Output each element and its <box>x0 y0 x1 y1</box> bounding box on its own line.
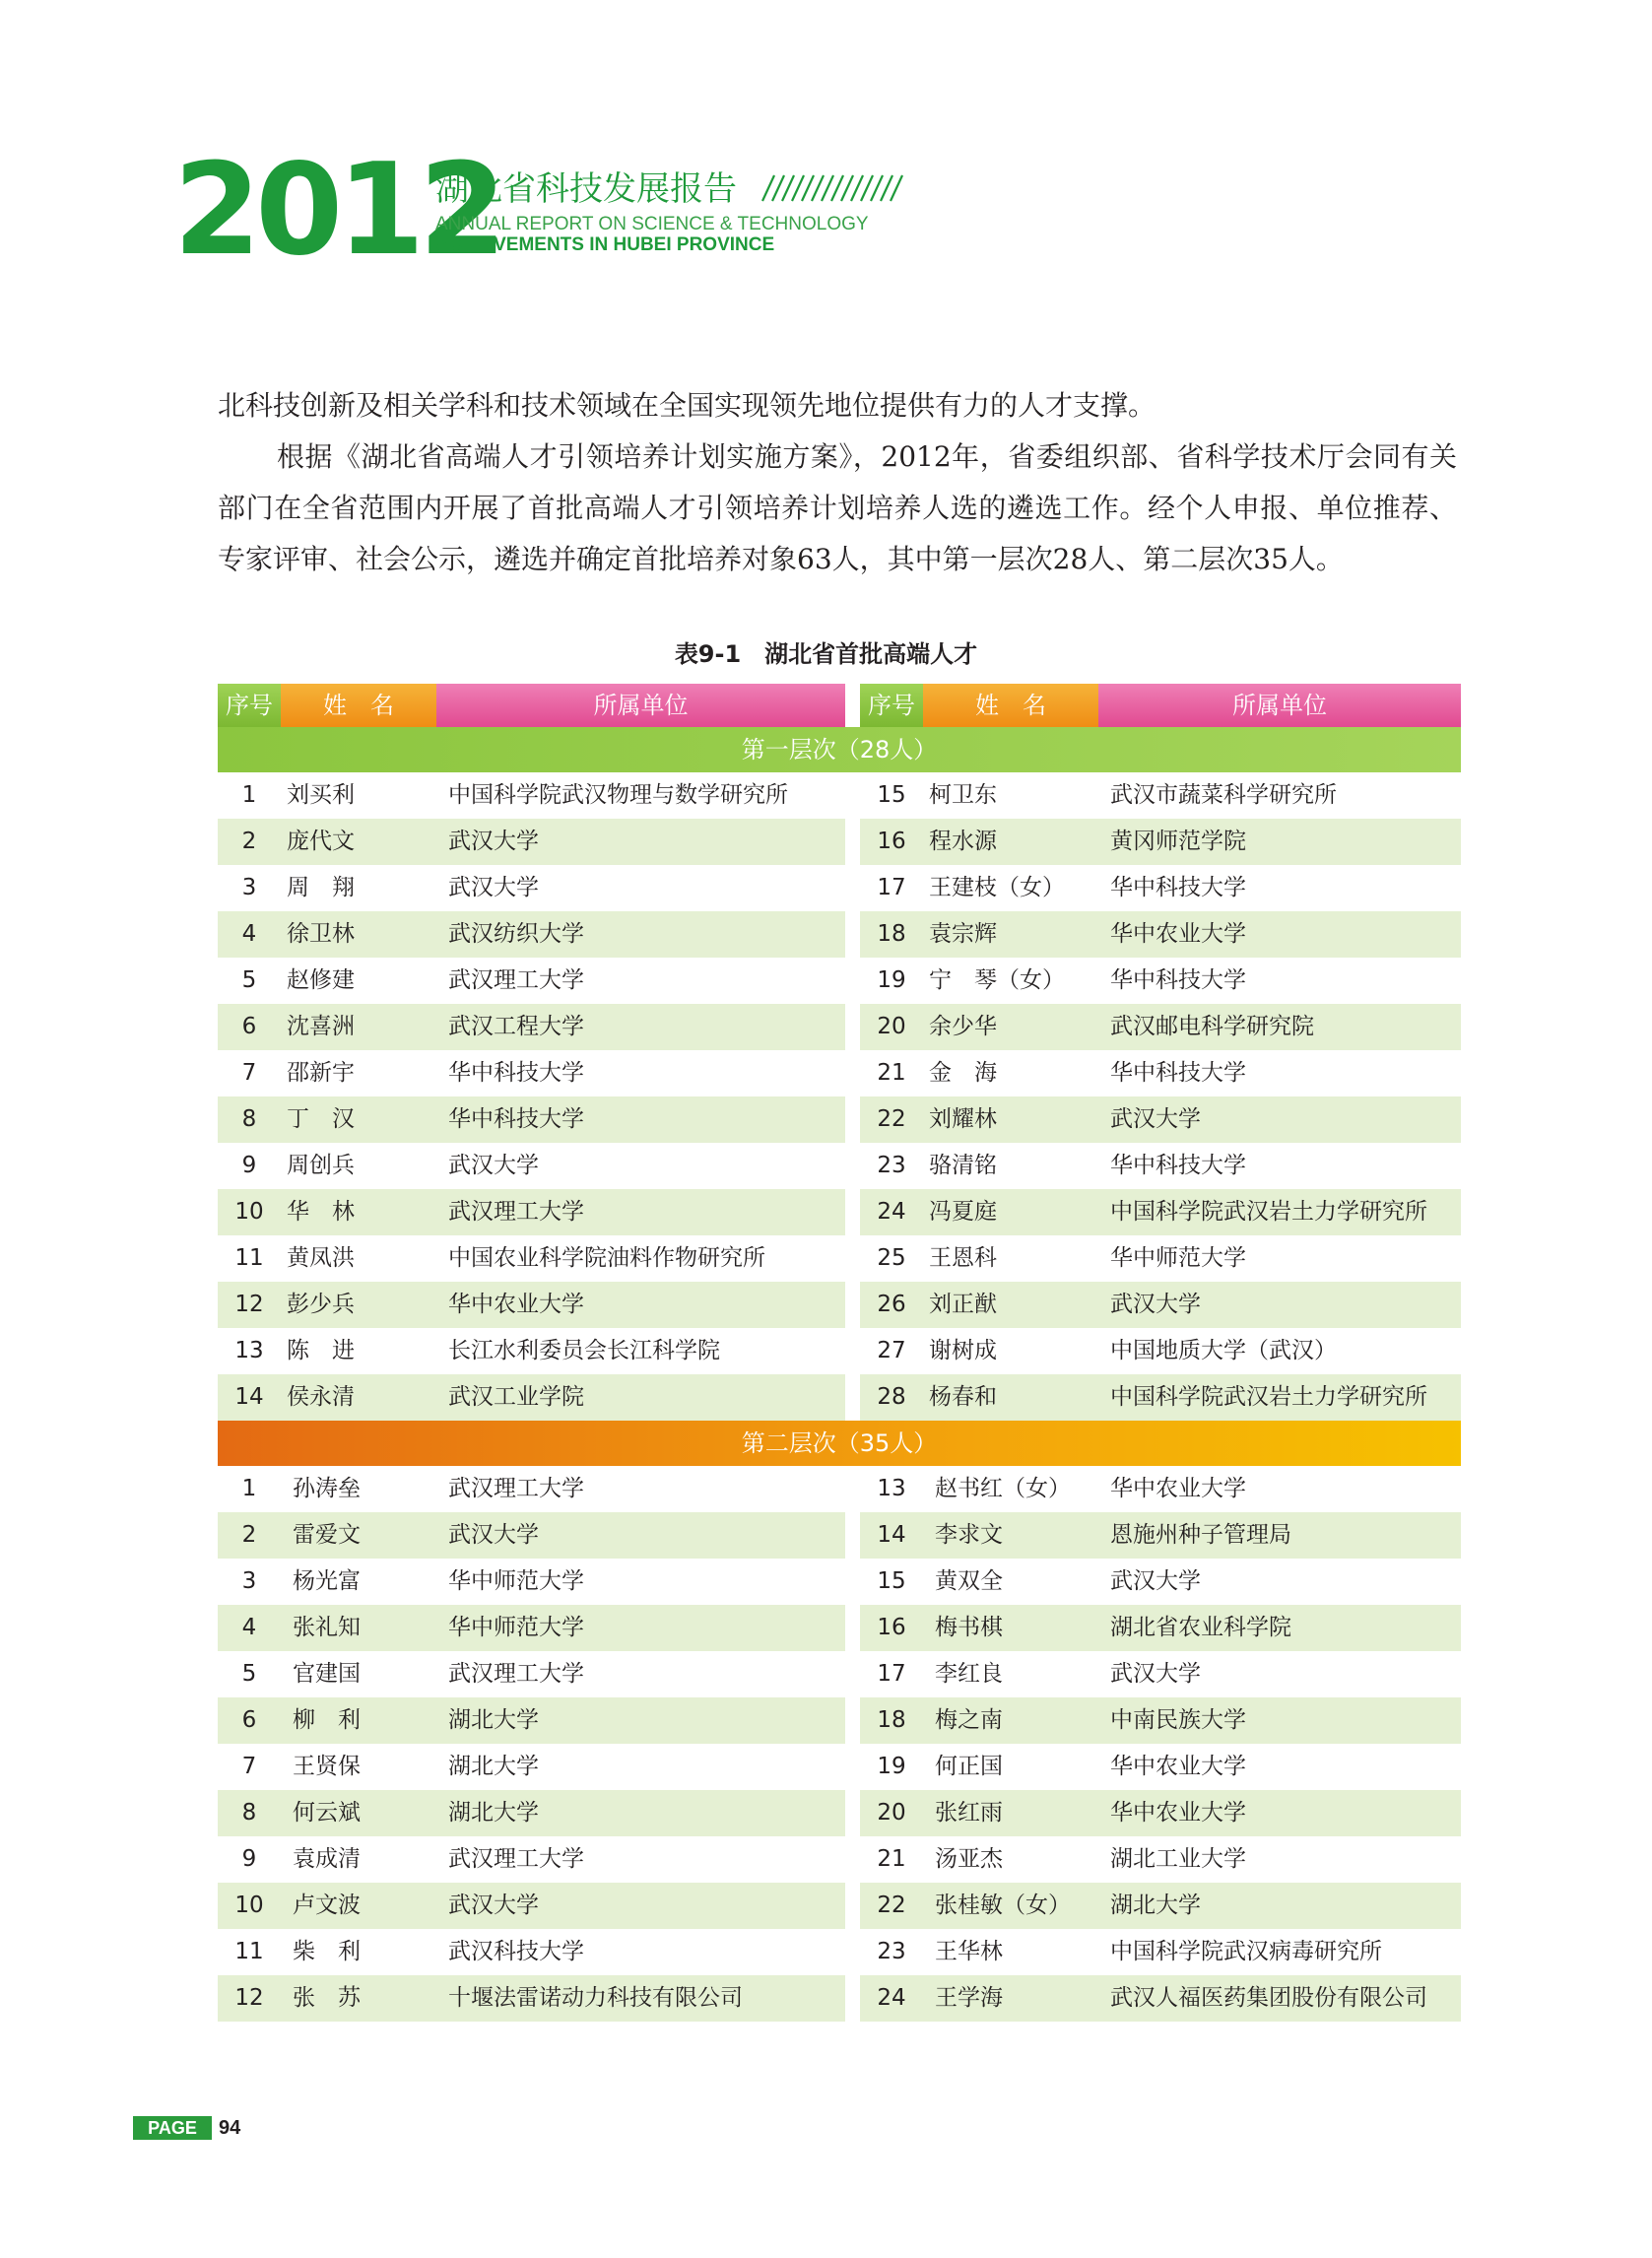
section-title: 第一层次（28人） <box>218 727 1461 772</box>
cell-name: 梅书棋 <box>935 1615 1003 1640</box>
cell-num: 14 <box>877 1522 906 1548</box>
page-label: PAGE <box>133 2116 212 2140</box>
cell-unit: 恩施州种子管理局 <box>1110 1522 1291 1548</box>
cell-unit: 华中科技大学 <box>448 1060 584 1086</box>
cell-num: 4 <box>241 921 257 947</box>
cell-name: 张 苏 <box>293 1985 361 2011</box>
cell-unit: 武汉科技大学 <box>448 1939 584 1964</box>
body-paragraph-1: 北科技创新及相关学科和技术领域在全国实现领先地位提供有力的人才支撑。 <box>218 389 1156 422</box>
table-row <box>218 1282 1461 1328</box>
cell-num: 27 <box>877 1338 906 1363</box>
table-row <box>218 958 1461 1004</box>
cell-name: 何云斌 <box>293 1800 361 1826</box>
cell-unit: 湖北大学 <box>1110 1893 1201 1918</box>
cell-unit: 华中师范大学 <box>448 1615 584 1640</box>
table-row <box>218 772 1461 819</box>
cell-name: 王贤保 <box>293 1754 361 1779</box>
table-row <box>218 1975 1461 2022</box>
cell-num: 15 <box>877 1568 906 1594</box>
cell-unit: 武汉市蔬菜科学研究所 <box>1110 782 1337 808</box>
cell-unit: 中国科学院武汉病毒研究所 <box>1110 1939 1382 1964</box>
cell-unit: 武汉理工大学 <box>448 1199 584 1225</box>
cell-name: 柴 利 <box>293 1939 361 1964</box>
section-title: 第二层次（35人） <box>218 1421 1461 1466</box>
cell-name: 陈 进 <box>287 1338 355 1363</box>
cell-num: 16 <box>877 1615 906 1640</box>
cell-num: 14 <box>234 1384 264 1410</box>
table-header-row <box>218 684 1461 727</box>
cell-name: 王华林 <box>935 1939 1003 1964</box>
cell-name: 杨春和 <box>929 1384 997 1410</box>
cell-num: 18 <box>877 921 906 947</box>
cell-unit: 湖北省农业科学院 <box>1110 1615 1291 1640</box>
cell-name: 刘正猷 <box>929 1292 997 1317</box>
report-title-cn: 湖北省科技发展报告 <box>435 169 737 209</box>
cell-name: 赵修建 <box>287 967 355 993</box>
cell-unit: 湖北工业大学 <box>1110 1846 1246 1872</box>
cell-name: 徐卫林 <box>287 921 355 947</box>
cell-name: 彭少兵 <box>287 1292 355 1317</box>
table-row <box>218 1466 1461 1512</box>
cell-unit: 湖北大学 <box>448 1754 539 1779</box>
cell-name: 刘买利 <box>287 782 355 808</box>
cell-unit: 湖北大学 <box>448 1800 539 1826</box>
cell-unit: 武汉大学 <box>1110 1106 1201 1132</box>
cell-unit: 中国科学院武汉岩土力学研究所 <box>1110 1384 1427 1410</box>
cell-name: 王建枝（女） <box>929 875 1065 900</box>
cell-num: 5 <box>241 1661 257 1687</box>
table-header-unit: 所属单位 <box>436 684 845 727</box>
cell-num: 23 <box>877 1939 906 1964</box>
table-header-name: 姓 名 <box>923 684 1098 727</box>
cell-name: 李求文 <box>935 1522 1003 1548</box>
cell-num: 9 <box>241 1153 257 1178</box>
cell-num: 25 <box>877 1245 906 1271</box>
page-number: 94 <box>219 2117 241 2139</box>
cell-name: 王学海 <box>935 1985 1003 2011</box>
cell-name: 赵书红（女） <box>935 1476 1071 1501</box>
cell-unit: 华中科技大学 <box>1110 967 1246 993</box>
cell-unit: 武汉大学 <box>448 1522 539 1548</box>
cell-unit: 中国科学院武汉岩土力学研究所 <box>1110 1199 1427 1225</box>
cell-unit: 华中师范大学 <box>1110 1245 1246 1271</box>
cell-num: 6 <box>241 1707 257 1733</box>
cell-num: 13 <box>234 1338 264 1363</box>
table-header-unit: 所属单位 <box>1098 684 1461 727</box>
cell-name: 柳 利 <box>293 1707 361 1733</box>
cell-name: 余少华 <box>929 1014 997 1039</box>
table-row <box>218 1235 1461 1282</box>
table-row <box>218 1790 1461 1836</box>
cell-unit: 华中农业大学 <box>1110 1800 1246 1826</box>
table-row <box>218 1651 1461 1697</box>
cell-name: 孙涛垒 <box>293 1476 361 1501</box>
cell-unit: 华中农业大学 <box>1110 1476 1246 1501</box>
cell-num: 20 <box>877 1800 906 1826</box>
cell-name: 何正国 <box>935 1754 1003 1779</box>
talent-table <box>218 684 1461 2022</box>
cell-name: 侯永清 <box>287 1384 355 1410</box>
report-year: 2012 <box>173 137 501 284</box>
cell-name: 张桂敏（女） <box>935 1893 1071 1918</box>
cell-name: 周 翔 <box>287 875 355 900</box>
cell-unit: 武汉理工大学 <box>448 1476 584 1501</box>
cell-name: 王恩科 <box>929 1245 997 1271</box>
cell-num: 22 <box>877 1106 906 1132</box>
cell-num: 2 <box>241 1522 257 1548</box>
cell-name: 庞代文 <box>287 829 355 854</box>
cell-num: 21 <box>877 1846 906 1872</box>
cell-unit: 华中师范大学 <box>448 1568 584 1594</box>
table-row <box>218 1836 1461 1883</box>
table-header-num: 序号 <box>218 684 281 727</box>
table-row <box>218 1744 1461 1790</box>
cell-unit: 华中农业大学 <box>448 1292 584 1317</box>
cell-unit: 中国科学院武汉物理与数学研究所 <box>448 782 788 808</box>
cell-unit: 华中农业大学 <box>1110 1754 1246 1779</box>
cell-num: 11 <box>234 1939 264 1964</box>
cell-unit: 武汉工程大学 <box>448 1014 584 1039</box>
cell-unit: 湖北大学 <box>448 1707 539 1733</box>
cell-name: 杨光富 <box>293 1568 361 1594</box>
cell-name: 卢文波 <box>293 1893 361 1918</box>
cell-name: 梅之南 <box>935 1707 1003 1733</box>
cell-unit: 武汉人福医药集团股份有限公司 <box>1110 1985 1427 2011</box>
cell-name: 丁 汉 <box>287 1106 355 1132</box>
cell-name: 邵新宇 <box>287 1060 355 1086</box>
cell-name: 黄双全 <box>935 1568 1003 1594</box>
table-row <box>218 911 1461 958</box>
table-row <box>218 1883 1461 1929</box>
cell-unit: 武汉大学 <box>448 1153 539 1178</box>
table-row <box>218 1697 1461 1744</box>
cell-unit: 武汉理工大学 <box>448 967 584 993</box>
cell-unit: 黄冈师范学院 <box>1110 829 1246 854</box>
table-row <box>218 1512 1461 1559</box>
cell-unit: 武汉理工大学 <box>448 1846 584 1872</box>
cell-unit: 长江水利委员会长江科学院 <box>448 1338 720 1363</box>
cell-num: 10 <box>234 1199 264 1225</box>
table-row <box>218 819 1461 865</box>
table-row <box>218 1050 1461 1096</box>
cell-unit: 武汉纺织大学 <box>448 921 584 947</box>
table-row <box>218 1328 1461 1374</box>
cell-unit: 中国农业科学院油料作物研究所 <box>448 1245 765 1271</box>
cell-num: 26 <box>877 1292 906 1317</box>
cell-num: 11 <box>234 1245 264 1271</box>
table-row <box>218 865 1461 911</box>
table-row <box>218 1143 1461 1189</box>
cell-num: 7 <box>241 1754 257 1779</box>
cell-name: 冯夏庭 <box>929 1199 997 1225</box>
table-row <box>218 1605 1461 1651</box>
cell-name: 张红雨 <box>935 1800 1003 1826</box>
cell-num: 4 <box>241 1615 257 1640</box>
table-row <box>218 1559 1461 1605</box>
cell-num: 12 <box>234 1292 264 1317</box>
cell-unit: 华中农业大学 <box>1110 921 1246 947</box>
cell-name: 周创兵 <box>287 1153 355 1178</box>
cell-unit: 武汉大学 <box>448 829 539 854</box>
cell-num: 18 <box>877 1707 906 1733</box>
cell-num: 12 <box>234 1985 264 2011</box>
cell-num: 17 <box>877 1661 906 1687</box>
report-title-en-line2: ACHIEVEMENTS IN HUBEI PROVINCE <box>435 234 775 255</box>
cell-num: 5 <box>241 967 257 993</box>
cell-name: 张礼知 <box>293 1615 361 1640</box>
cell-num: 24 <box>877 1985 906 2011</box>
cell-num: 1 <box>241 1476 257 1501</box>
cell-unit: 武汉大学 <box>448 1893 539 1918</box>
cell-num: 23 <box>877 1153 906 1178</box>
cell-name: 柯卫东 <box>929 782 997 808</box>
cell-name: 宁 琴（女） <box>929 967 1065 993</box>
table-row <box>218 1374 1461 1421</box>
cell-num: 28 <box>877 1384 906 1410</box>
cell-unit: 武汉大学 <box>1110 1568 1201 1594</box>
cell-num: 20 <box>877 1014 906 1039</box>
cell-num: 7 <box>241 1060 257 1086</box>
cell-num: 8 <box>241 1800 257 1826</box>
cell-name: 黄凤洪 <box>287 1245 355 1271</box>
cell-name: 刘耀林 <box>929 1106 997 1132</box>
table-caption: 表9-1 湖北省首批高端人才 <box>674 640 978 668</box>
cell-unit: 华中科技大学 <box>448 1106 584 1132</box>
cell-name: 袁宗辉 <box>929 921 997 947</box>
cell-unit: 华中科技大学 <box>1110 875 1246 900</box>
cell-num: 10 <box>234 1893 264 1918</box>
cell-num: 22 <box>877 1893 906 1918</box>
cell-num: 13 <box>877 1476 906 1501</box>
table-row <box>218 1189 1461 1235</box>
table-row <box>218 1096 1461 1143</box>
cell-name: 骆清铭 <box>929 1153 997 1178</box>
cell-num: 21 <box>877 1060 906 1086</box>
cell-unit: 中国地质大学（武汉） <box>1110 1338 1337 1363</box>
cell-name: 汤亚杰 <box>935 1846 1003 1872</box>
cell-num: 17 <box>877 875 906 900</box>
cell-num: 15 <box>877 782 906 808</box>
cell-unit: 武汉邮电科学研究院 <box>1110 1014 1314 1039</box>
cell-num: 8 <box>241 1106 257 1132</box>
cell-num: 3 <box>241 1568 257 1594</box>
cell-num: 2 <box>241 829 257 854</box>
table-row <box>218 1929 1461 1975</box>
table-header-num: 序号 <box>860 684 923 727</box>
cell-num: 19 <box>877 1754 906 1779</box>
body-paragraph-2: 根据《湖北省高端人才引领培养计划实施方案》，2012年，省委组织部、省科学技术厅会同有关部门在全省范围内开展了首批高端人才引领培养计划培养人选的遴选工作。经个人申报、单位推荐、专家评审、社会公示，遴选并确定首批培养对象63人，其中第一层次28人、第二层次35人。 <box>218 440 1457 575</box>
table-header-name: 姓 名 <box>281 684 436 727</box>
cell-name: 程水源 <box>929 829 997 854</box>
cell-num: 1 <box>241 782 257 808</box>
cell-num: 9 <box>241 1846 257 1872</box>
cell-unit: 武汉大学 <box>1110 1292 1201 1317</box>
decorative-slashes-icon <box>757 173 914 203</box>
cell-name: 沈喜洲 <box>287 1014 355 1039</box>
cell-name: 雷爱文 <box>293 1522 361 1548</box>
cell-unit: 武汉理工大学 <box>448 1661 584 1687</box>
cell-unit: 中南民族大学 <box>1110 1707 1246 1733</box>
cell-unit: 武汉工业学院 <box>448 1384 584 1410</box>
cell-unit: 华中科技大学 <box>1110 1060 1246 1086</box>
cell-name: 金 海 <box>929 1060 997 1086</box>
cell-unit: 华中科技大学 <box>1110 1153 1246 1178</box>
cell-name: 李红良 <box>935 1661 1003 1687</box>
cell-name: 官建国 <box>293 1661 361 1687</box>
report-title-en-line1: ANNUAL REPORT ON SCIENCE & TECHNOLOGY <box>435 214 869 234</box>
cell-num: 19 <box>877 967 906 993</box>
cell-unit: 武汉大学 <box>448 875 539 900</box>
cell-name: 袁成清 <box>293 1846 361 1872</box>
cell-num: 16 <box>877 829 906 854</box>
cell-num: 3 <box>241 875 257 900</box>
cell-unit: 武汉大学 <box>1110 1661 1201 1687</box>
cell-num: 24 <box>877 1199 906 1225</box>
cell-name: 华 林 <box>287 1199 355 1225</box>
cell-name: 谢树成 <box>929 1338 997 1363</box>
cell-unit: 十堰法雷诺动力科技有限公司 <box>448 1985 743 2011</box>
table-row <box>218 1004 1461 1050</box>
cell-num: 6 <box>241 1014 257 1039</box>
